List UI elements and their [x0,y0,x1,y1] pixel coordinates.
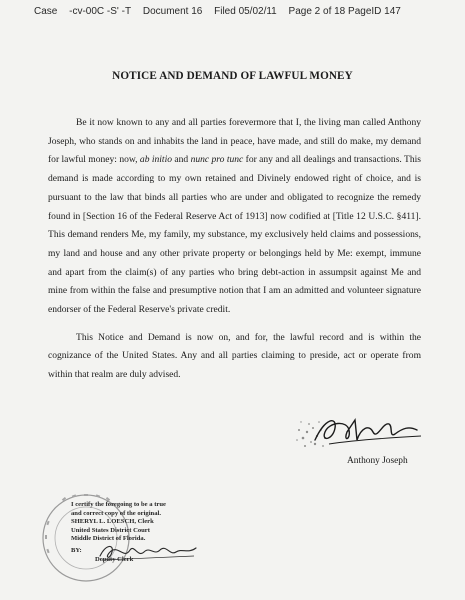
document-title: NOTICE AND DEMAND OF LAWFUL MONEY [112,70,353,82]
filing-header [34,6,410,17]
case-number: -cv-00C -S' -T [69,6,132,17]
signer-name: Anthony Joseph [347,456,408,466]
case-label: Case [34,6,58,17]
paragraph-1-italic-b: nunc pro tunc [190,154,244,166]
certification-line-3: SHERYL L. LOESCH, Clerk [71,518,154,526]
paragraph-1-italic-a: ab initio [139,154,173,166]
clerk-signature-image [96,540,201,566]
paragraph-1-text-c: for any and all dealings and transactions. This demand is made according to my own retained and Divinely endowed right of choice, and is pursuant to the law that binds all parties who are under and obligated to recognize the remedy found in [Section 16 of the Federal Reserve Act of 1913] now codified at [Title 12 U.S.C. §411]. This demand renders Me, my family, my substance, my exclusively held claims and possessions, my land and house and any other private property or belongings held by Me: exempt, immune and apart from the claim(s) of any parties who bring debt-action in assumpsit against Me and mine from within the false and presumptive notion that I am an admitted and volunteer signature endorser of the Federal Reserve's private credit. [48,154,421,316]
paragraph-1-text-b: and [172,154,191,166]
document-number: Document 16 [142,6,203,17]
filed-date: Filed 05/02/11 [214,6,277,17]
certification-line-2: and correct copy of the original. [71,509,161,517]
page-info: Page 2 of 18 PageID 147 [288,6,401,17]
certification-line-4: United States District Court [71,526,150,534]
signature-image [285,410,425,460]
paragraph-2: This Notice and Demand is now on, and for, the lawful record and is within the cognizance of the United States. Any and all parties claiming to preside, act or operate from within that realm are duly advised. [48,331,421,381]
certification-line-5: Middle District of Florida. [71,535,146,543]
certification-line-1: I certify the foregoing to be a true [71,501,166,508]
paragraph-1-text-a: Be it now known to any and all parties forevermore that I, the living man called Anthony Joseph, who stands on and inhabits the land in peace, have made, and still do make, my demand for lawful money: now, [48,117,421,166]
paragraph-1 [48,114,421,320]
certification-by-prefix: BY: [71,546,82,554]
certification-title: Deputy Clerk [95,555,134,563]
document-body [48,114,421,385]
